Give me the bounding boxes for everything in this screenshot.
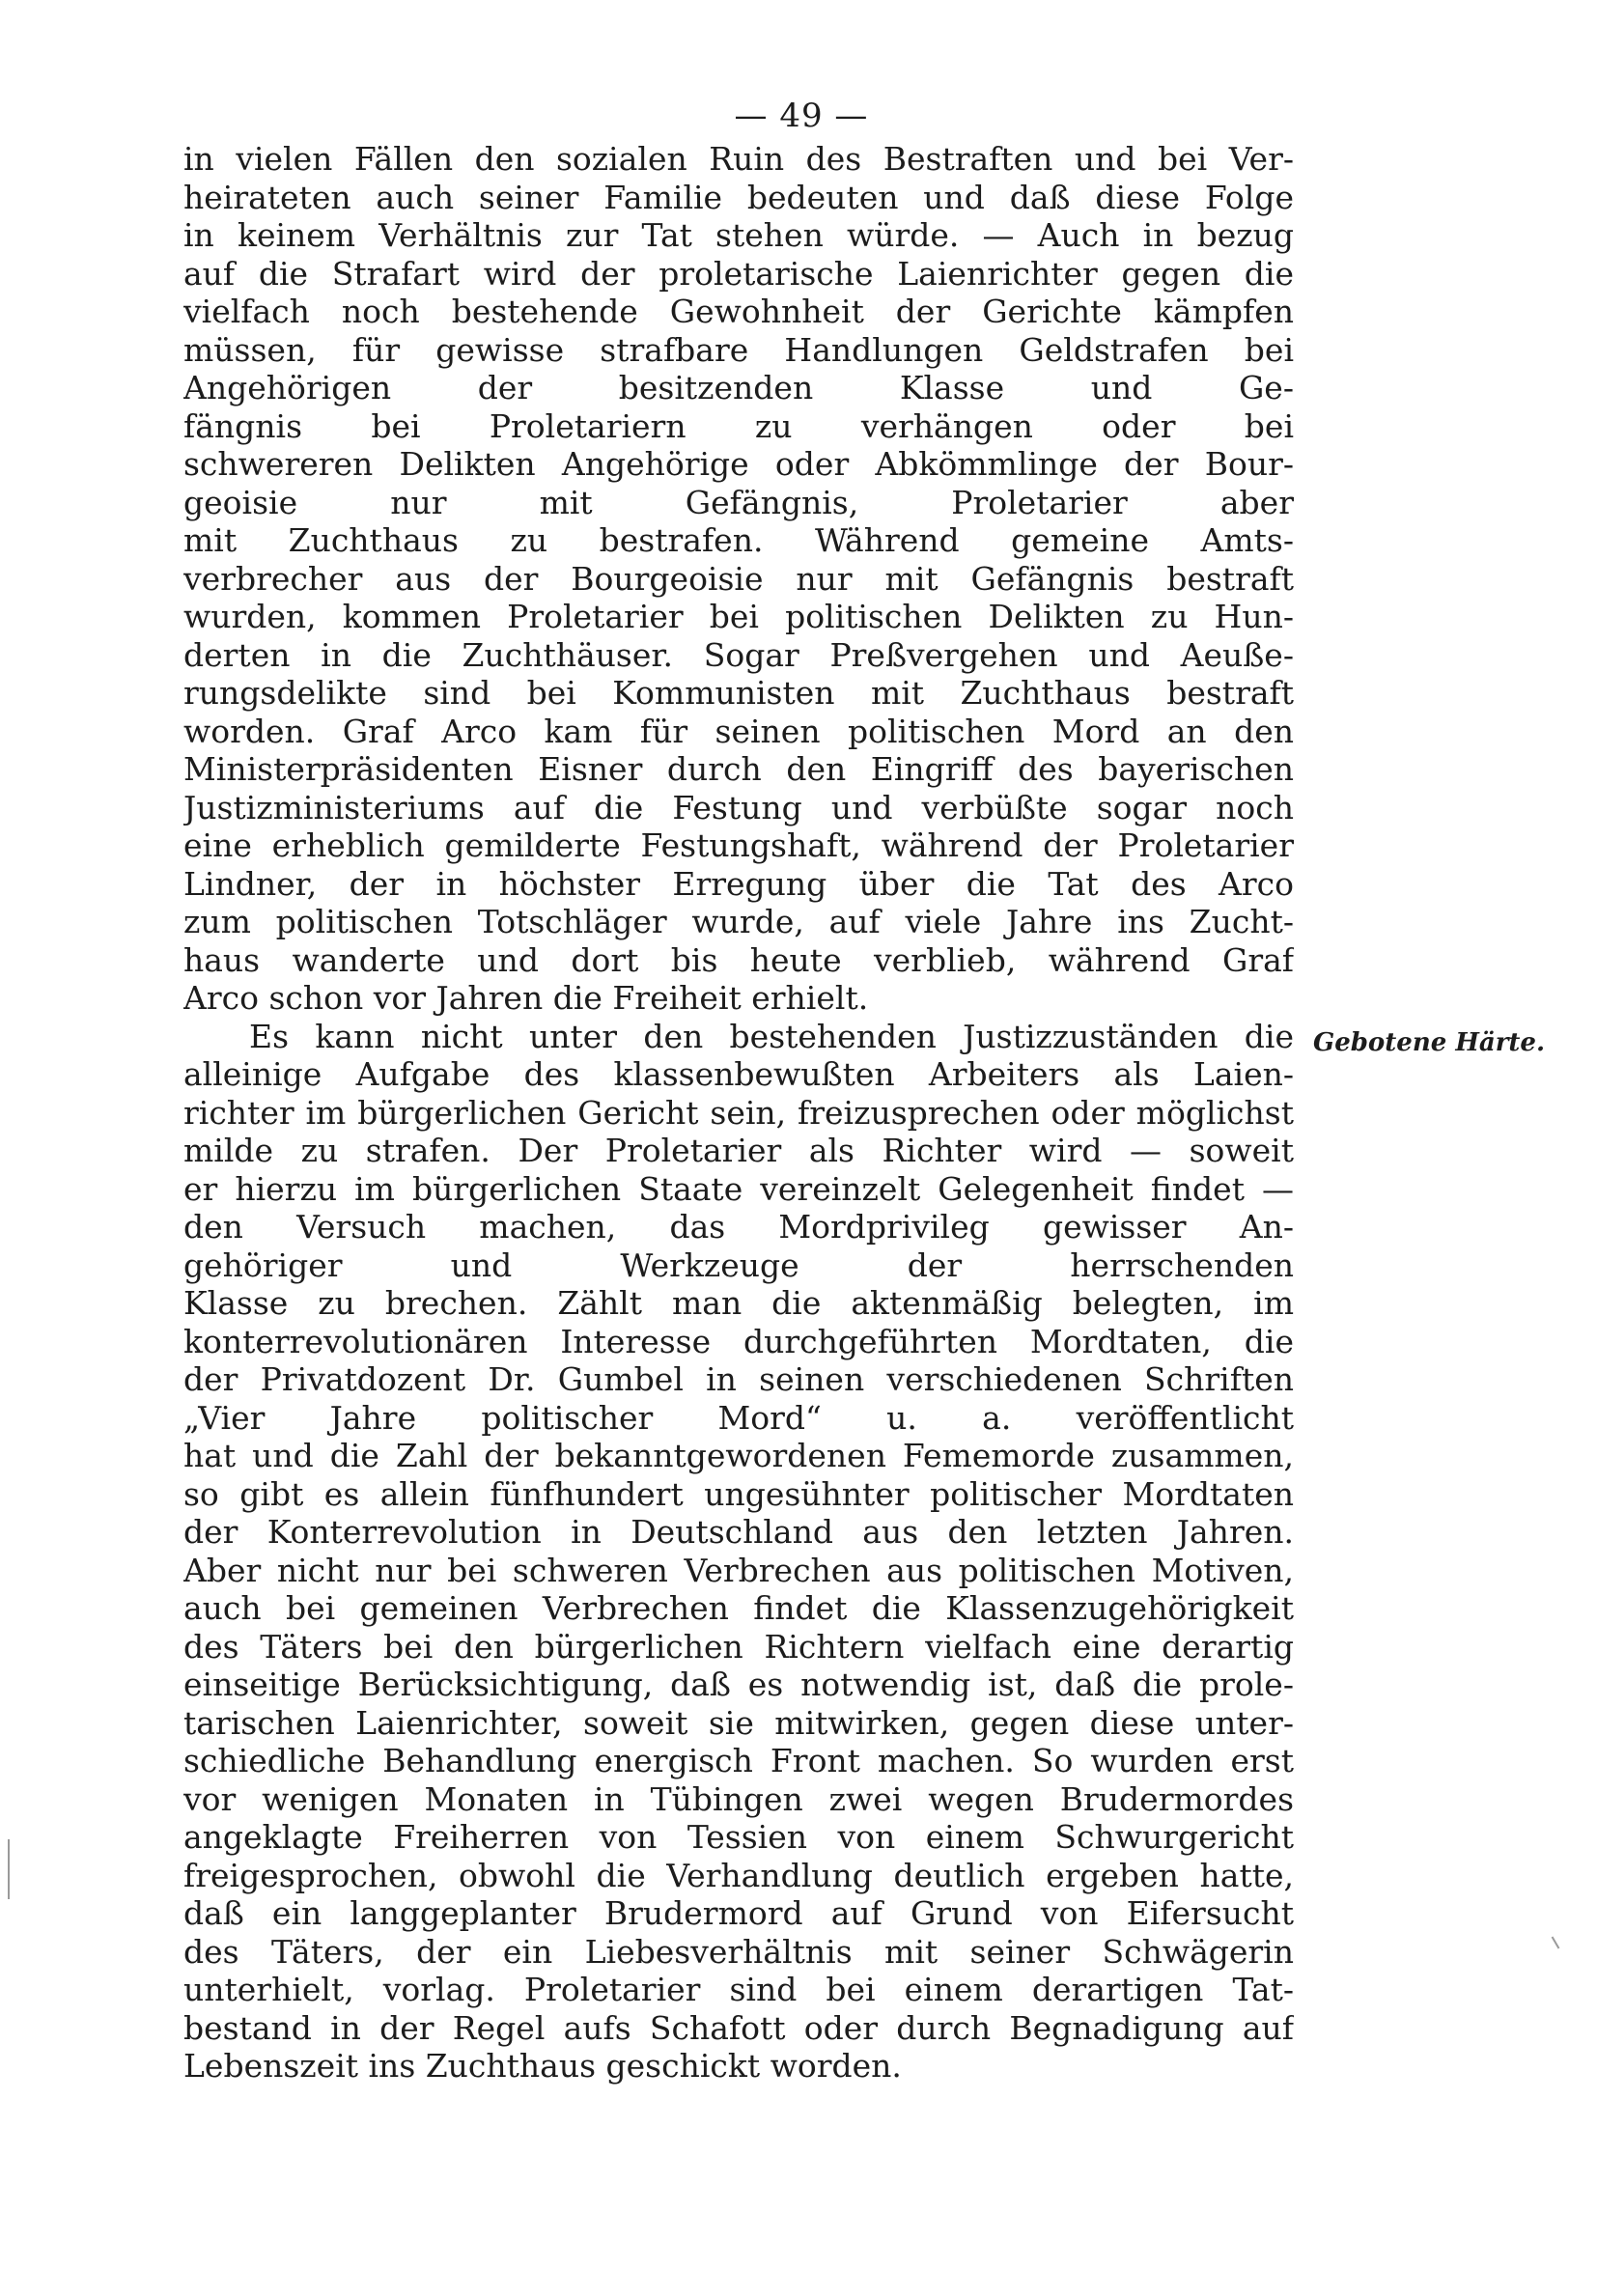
text-line: des Täters bei den bürgerlichen Richtern vielfach eine derartig bbox=[183, 1627, 1294, 1666]
text-line: eine erheblich gemilderte Festungshaft, während der Proletarier bbox=[183, 826, 1294, 864]
text-line: Aber nicht nur bei schweren Verbrechen aus politischen Motiven, bbox=[183, 1551, 1294, 1589]
text-line: bestand in der Regel aufs Schafott oder durch Begnadigung auf bbox=[183, 2008, 1294, 2047]
text-line: tarischen Laienrichter, soweit sie mitwirken, gegen diese unter- bbox=[183, 1703, 1294, 1742]
text-line: Justizministeriums auf die Festung und verbüßte sogar noch bbox=[183, 788, 1294, 826]
text-line: rungsdelikte sind bei Kommunisten mit Zuchthaus bestraft bbox=[183, 674, 1294, 712]
text-line: worden. Graf Arco kam für seinen politischen Mord an den bbox=[183, 712, 1294, 750]
text-line: auf die Strafart wird der proletarische Laienrichter gegen die bbox=[183, 254, 1294, 293]
paragraph-start-line: Es kann nicht unter den bestehenden Justizzuständen die bbox=[249, 1017, 1294, 1055]
text-line: einseitige Berücksichtigung, daß es notwendig ist, daß die prole- bbox=[183, 1666, 1294, 1703]
text-line: zum politischen Totschläger wurde, auf viele Jahre ins Zucht- bbox=[183, 903, 1294, 940]
text-line: Angehörigen der besitzenden Klasse und Ge- bbox=[183, 369, 1294, 406]
text-line: „Vier Jahre politischer Mord“ u. a. veröffentlicht bbox=[183, 1398, 1294, 1437]
text-line: freigesprochen, obwohl die Verhandlung deutlich ergeben hatte, bbox=[183, 1856, 1294, 1894]
scan-speck-right bbox=[1552, 1936, 1560, 1948]
text-line: Lebenszeit ins Zuchthaus geschickt worden. bbox=[183, 2047, 902, 2085]
page-number: — 49 — bbox=[734, 97, 869, 135]
text-line: haus wanderte und dort bis heute verblieb, während Graf bbox=[183, 940, 1294, 979]
text-line: heirateten auch seiner Familie bedeuten und daß diese Folge bbox=[183, 178, 1294, 216]
text-line: gehöriger und Werkzeuge der herrschenden bbox=[183, 1246, 1294, 1284]
text-line: Ministerpräsidenten Eisner durch den Eingriff des bayerischen bbox=[183, 750, 1294, 788]
text-line: wurden, kommen Proletarier bei politischen Delikten zu Hun- bbox=[183, 598, 1294, 635]
text-line: derten in die Zuchthäuser. Sogar Preßvergehen und Aeuße- bbox=[183, 635, 1294, 674]
text-line: mit Zuchthaus zu bestrafen. Während gemeine Amts- bbox=[183, 521, 1294, 559]
text-line: schwereren Delikten Angehörige oder Abkömmlinge der Bour- bbox=[183, 445, 1294, 483]
text-line: Lindner, der in höchster Erregung über die Tat des Arco bbox=[183, 864, 1294, 903]
text-line: geoisie nur mit Gefängnis, Proletarier aber bbox=[183, 483, 1294, 521]
text-line: in keinem Verhältnis zur Tat stehen würde. — Auch in bezug bbox=[183, 216, 1294, 254]
text-line: angeklagte Freiherren von Tessien von einem Schwurgericht bbox=[183, 1818, 1294, 1856]
text-line: konterrevolutionären Interesse durchgeführten Mordtaten, die bbox=[183, 1322, 1294, 1360]
text-line: so gibt es allein fünfhundert ungesühnter politischer Mordtaten bbox=[183, 1474, 1294, 1513]
margin-note: Gebotene Härte. bbox=[1313, 1028, 1546, 1057]
text-line: unterhielt, vorlag. Proletarier sind bei einem derartigen Tat- bbox=[183, 1971, 1294, 2008]
text-line: verbrecher aus der Bourgeoisie nur mit Gefängnis bestraft bbox=[183, 559, 1294, 598]
text-line: er hierzu im bürgerlichen Staate vereinzelt Gelegenheit findet — bbox=[183, 1169, 1294, 1208]
text-line: fängnis bei Proletariern zu verhängen oder bei bbox=[183, 406, 1294, 445]
text-line: Arco schon vor Jahren die Freiheit erhielt. bbox=[183, 979, 869, 1017]
text-line: vor wenigen Monaten in Tübingen zwei wegen Brudermordes bbox=[183, 1779, 1294, 1818]
text-line: müssen, für gewisse strafbare Handlungen Geldstrafen bei bbox=[183, 330, 1294, 369]
text-line: des Täters, der ein Liebesverhältnis mit seiner Schwägerin bbox=[183, 1932, 1294, 1971]
text-line: hat und die Zahl der bekanntgewordenen Fememorde zusammen, bbox=[183, 1437, 1294, 1474]
text-line: den Versuch machen, das Mordprivileg gewisser An- bbox=[183, 1208, 1294, 1246]
text-line: auch bei gemeinen Verbrechen findet die Klassenzugehörigkeit bbox=[183, 1589, 1294, 1627]
text-line: alleinige Aufgabe des klassenbewußten Arbeiters als Laien- bbox=[183, 1055, 1294, 1093]
text-line: richter im bürgerlichen Gericht sein, freizusprechen oder möglichst bbox=[183, 1093, 1294, 1132]
text-line: in vielen Fällen den sozialen Ruin des Bestraften und bei Ver- bbox=[183, 140, 1294, 178]
text-line: vielfach noch bestehende Gewohnheit der Gerichte kämpfen bbox=[183, 293, 1294, 330]
text-line: der Privatdozent Dr. Gumbel in seinen verschiedenen Schriften bbox=[183, 1360, 1294, 1398]
text-line: Klasse zu brechen. Zählt man die aktenmäßig belegten, im bbox=[183, 1284, 1294, 1322]
text-line: schiedliche Behandlung energisch Front machen. So wurden erst bbox=[183, 1742, 1294, 1779]
text-line: der Konterrevolution in Deutschland aus den letzten Jahren. bbox=[183, 1513, 1294, 1551]
scan-speck-left bbox=[8, 1839, 10, 1899]
body-text bbox=[183, 140, 1294, 2086]
text-line: milde zu strafen. Der Proletarier als Richter wird — soweit bbox=[183, 1132, 1294, 1169]
text-line: daß ein langgeplanter Brudermord auf Grund von Eifersucht bbox=[183, 1894, 1294, 1932]
